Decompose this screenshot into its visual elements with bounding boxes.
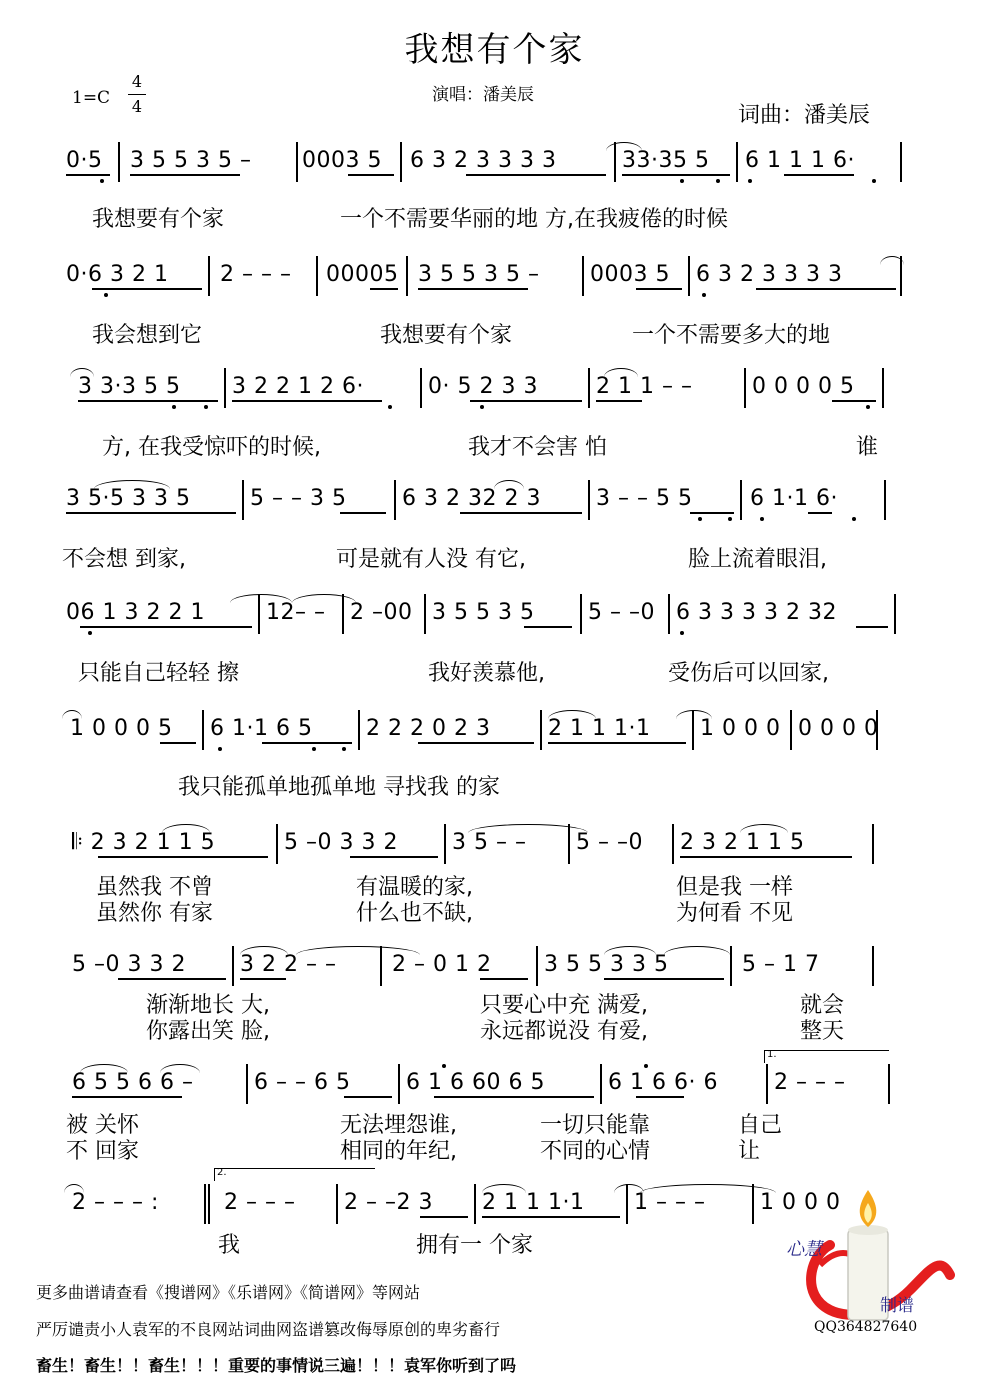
measure: 0003 5 (302, 148, 382, 173)
measure: 1 – – – (634, 1190, 706, 1215)
measure: 2 – – – (774, 1070, 846, 1095)
song-title: 我想有个家 (404, 30, 585, 70)
measure: 0·5 (66, 148, 103, 173)
measure: 6 3 2 3 3 3 3 (696, 262, 843, 287)
lyric-line: 谁 (856, 435, 879, 460)
lyric-verse2: 什么也不缺, (356, 901, 473, 926)
lyric-verse2: 为何看 不见 (676, 901, 793, 926)
measure: 𝄆 2 3 2 1 1 5 (72, 830, 216, 855)
measure: 3 3·3 5 5 (78, 374, 181, 399)
measure: 6 1 6 6· 6 (608, 1070, 718, 1095)
score-row-9 (0, 1049, 989, 1104)
measure: 0 0 0 0 5 (752, 374, 855, 399)
measure: 2 2 2 0 2 3 (366, 716, 491, 741)
measure: 2 – –2 3 (344, 1190, 433, 1215)
measure: 5 – –0 (576, 830, 643, 855)
score-row-3 (0, 368, 989, 408)
measure: 2 – – – (224, 1190, 296, 1215)
lyric-verse1: 渐渐地长 大, (146, 993, 270, 1018)
time-signature (128, 72, 146, 117)
measure: 3 2 2 – – (240, 952, 337, 977)
score-row-4 (0, 480, 989, 520)
lyric-verse1: 有温暖的家, (356, 875, 473, 900)
measure: 0003 5 (590, 262, 670, 287)
measure: 3 5 – – (452, 830, 527, 855)
measure: 6 3 2 3 3 3 3 (410, 148, 557, 173)
lyric-verse2: 相同的年纪, (340, 1139, 457, 1164)
lyric-line: 我才不会害 怕 (468, 435, 607, 460)
lyric-line: 我想要有个家 (92, 207, 225, 232)
lyric-verse1: 自己 (738, 1113, 783, 1138)
measure: 33·35 5 (622, 148, 710, 173)
lyric-verse1: 但是我 一样 (676, 875, 793, 900)
footer-line-1: 更多曲谱请查看《搜谱网》《乐谱网》《简谱网》等网站 (36, 1283, 421, 1302)
measure: 6 – – 6 5 (254, 1070, 351, 1095)
measure: 1 0 0 0 (700, 716, 781, 741)
measure: 3 – – 5 5 (596, 486, 693, 511)
measure: 1 0 0 0 (760, 1190, 841, 1215)
lyric-verse1: 就会 (800, 993, 845, 1018)
lyric-verse1: 被 关怀 (66, 1113, 139, 1138)
score-row-5 (0, 594, 989, 634)
measure: 6 5 5 6 6 – (72, 1070, 194, 1095)
lyric-line: 脸上流着眼泪, (688, 547, 827, 572)
lyric-line: 方, 在我受惊吓的时候, (102, 435, 321, 460)
measure: 2 3 2 1 1 5 (680, 830, 805, 855)
score-row-7 (0, 824, 989, 864)
score-row-1 (0, 142, 989, 182)
measure: 6 1·1 6· (750, 486, 838, 511)
measure: 0· 5 2 3 3 (428, 374, 538, 399)
measure: 3 5 5 3 5 (432, 600, 535, 625)
measure: 5 –0 3 3 2 (72, 952, 186, 977)
singer-credit: 演唱：潘美辰 (432, 85, 534, 105)
measure: 0 0 0 0 (798, 716, 879, 741)
meter-bottom: 4 (131, 97, 143, 116)
measure: 3 2 2 1 2 6· (232, 374, 364, 399)
measure: 6 1·1 6 5 (210, 716, 313, 741)
measure: 2 – – – (220, 262, 292, 287)
measure: 6 1 6 60 6 5 (406, 1070, 545, 1095)
logo-made: 制谱 (880, 1296, 914, 1316)
measure: 2 1 1 1·1 (482, 1190, 585, 1215)
lyric-verse1: 一切只能靠 (540, 1113, 651, 1138)
measure: 2 1 1 1·1 (548, 716, 651, 741)
lyric-verse2: 虽然你 有家 (96, 901, 213, 926)
lyric-line: 受伤后可以回家, (668, 661, 829, 686)
lyric-verse2: 不同的心情 (540, 1139, 651, 1164)
lyric-line: 一个不需要多大的地 (632, 323, 831, 348)
maker-logo (786, 1185, 960, 1345)
lyric-line: 我想要有个家 (380, 323, 513, 348)
logo-brand: 心慧 (786, 1239, 822, 1260)
lyric-verse1: 无法埋怨谁, (340, 1113, 457, 1138)
measure: 5 – – 3 5 (250, 486, 347, 511)
measure: 6 3 3 3 3 2 32 (676, 600, 837, 625)
lyric-line: 一个不需要华丽的地 方,在我疲倦的时候 (340, 207, 728, 232)
measure: 3 5 5 3 3 5 (544, 952, 669, 977)
measure: 6 1 1 1 6· (745, 148, 855, 173)
volta-label: 1. (767, 1049, 777, 1060)
measure: 2 1 1 – – (596, 374, 693, 399)
lyric-line: 我会想到它 (92, 323, 203, 348)
lyric-line: 我好羡慕他, (428, 661, 545, 686)
lyric-verse1: 虽然我 不曾 (96, 875, 213, 900)
writer-credit: 词曲：潘美辰 (738, 103, 871, 128)
lyric-line: 我 (218, 1233, 241, 1258)
measure: 5 – 1 7 (742, 952, 820, 977)
measure: 3 5 5 3 5 – (130, 148, 252, 173)
measure: 12– – (266, 600, 326, 625)
lyric-verse2: 整天 (800, 1019, 845, 1044)
lyric-verse2: 不 回家 (66, 1139, 139, 1164)
measure: 06 1 3 2 2 1 (66, 600, 205, 625)
measure: 1 0 0 0 5 (70, 716, 173, 741)
lyric-line: 拥有一 个家 (416, 1233, 533, 1258)
measure: 5 – –0 (588, 600, 655, 625)
lyric-line: 不会想 到家, (62, 547, 186, 572)
lyric-line: 可是就有人没 有它, (336, 547, 526, 572)
lyric-verse2: 你露出笑 脸, (146, 1019, 270, 1044)
measure: 3 5 5 3 5 – (418, 262, 540, 287)
lyric-verse2: 永远都说没 有爱, (480, 1019, 648, 1044)
lyric-verse1: 只要心中充 满爱, (480, 993, 648, 1018)
measure: 5 –0 3 3 2 (284, 830, 398, 855)
measure: 2 –00 (350, 600, 413, 625)
measure: 3 5·5 3 3 5 (66, 486, 191, 511)
logo-qq: QQ364827640 (814, 1319, 918, 1335)
measure: 2 – – – : (72, 1190, 159, 1215)
measure: 00005 (326, 262, 399, 287)
volta-label: 2. (217, 1167, 227, 1178)
score-row-2 (0, 256, 989, 296)
lyric-line: 我只能孤单地孤单地 寻找我 的家 (178, 775, 500, 800)
footer-line-3: 畜生！畜生！！畜生！！！重要的事情说三遍！！！袁军你听到了吗 (36, 1356, 517, 1375)
measure: 0·6 3 2 1 (66, 262, 169, 287)
volta-bracket-1 (764, 1050, 889, 1063)
score-row-8 (0, 946, 989, 986)
lyric-verse2: 让 (738, 1139, 761, 1164)
meter-top: 4 (131, 72, 143, 91)
lyric-line: 只能自己轻轻 擦 (78, 661, 239, 686)
footer-line-2: 严厉谴责小人袁军的不良网站词曲网盗谱篡改侮辱原创的卑劣畜行 (36, 1320, 501, 1339)
volta-bracket-2 (214, 1168, 375, 1181)
measure: 6 3 2 32 2 3 (402, 486, 541, 511)
measure: 2 – 0 1 2 (392, 952, 492, 977)
key-signature: 1=C (72, 88, 111, 108)
score-row-6 (0, 710, 989, 750)
